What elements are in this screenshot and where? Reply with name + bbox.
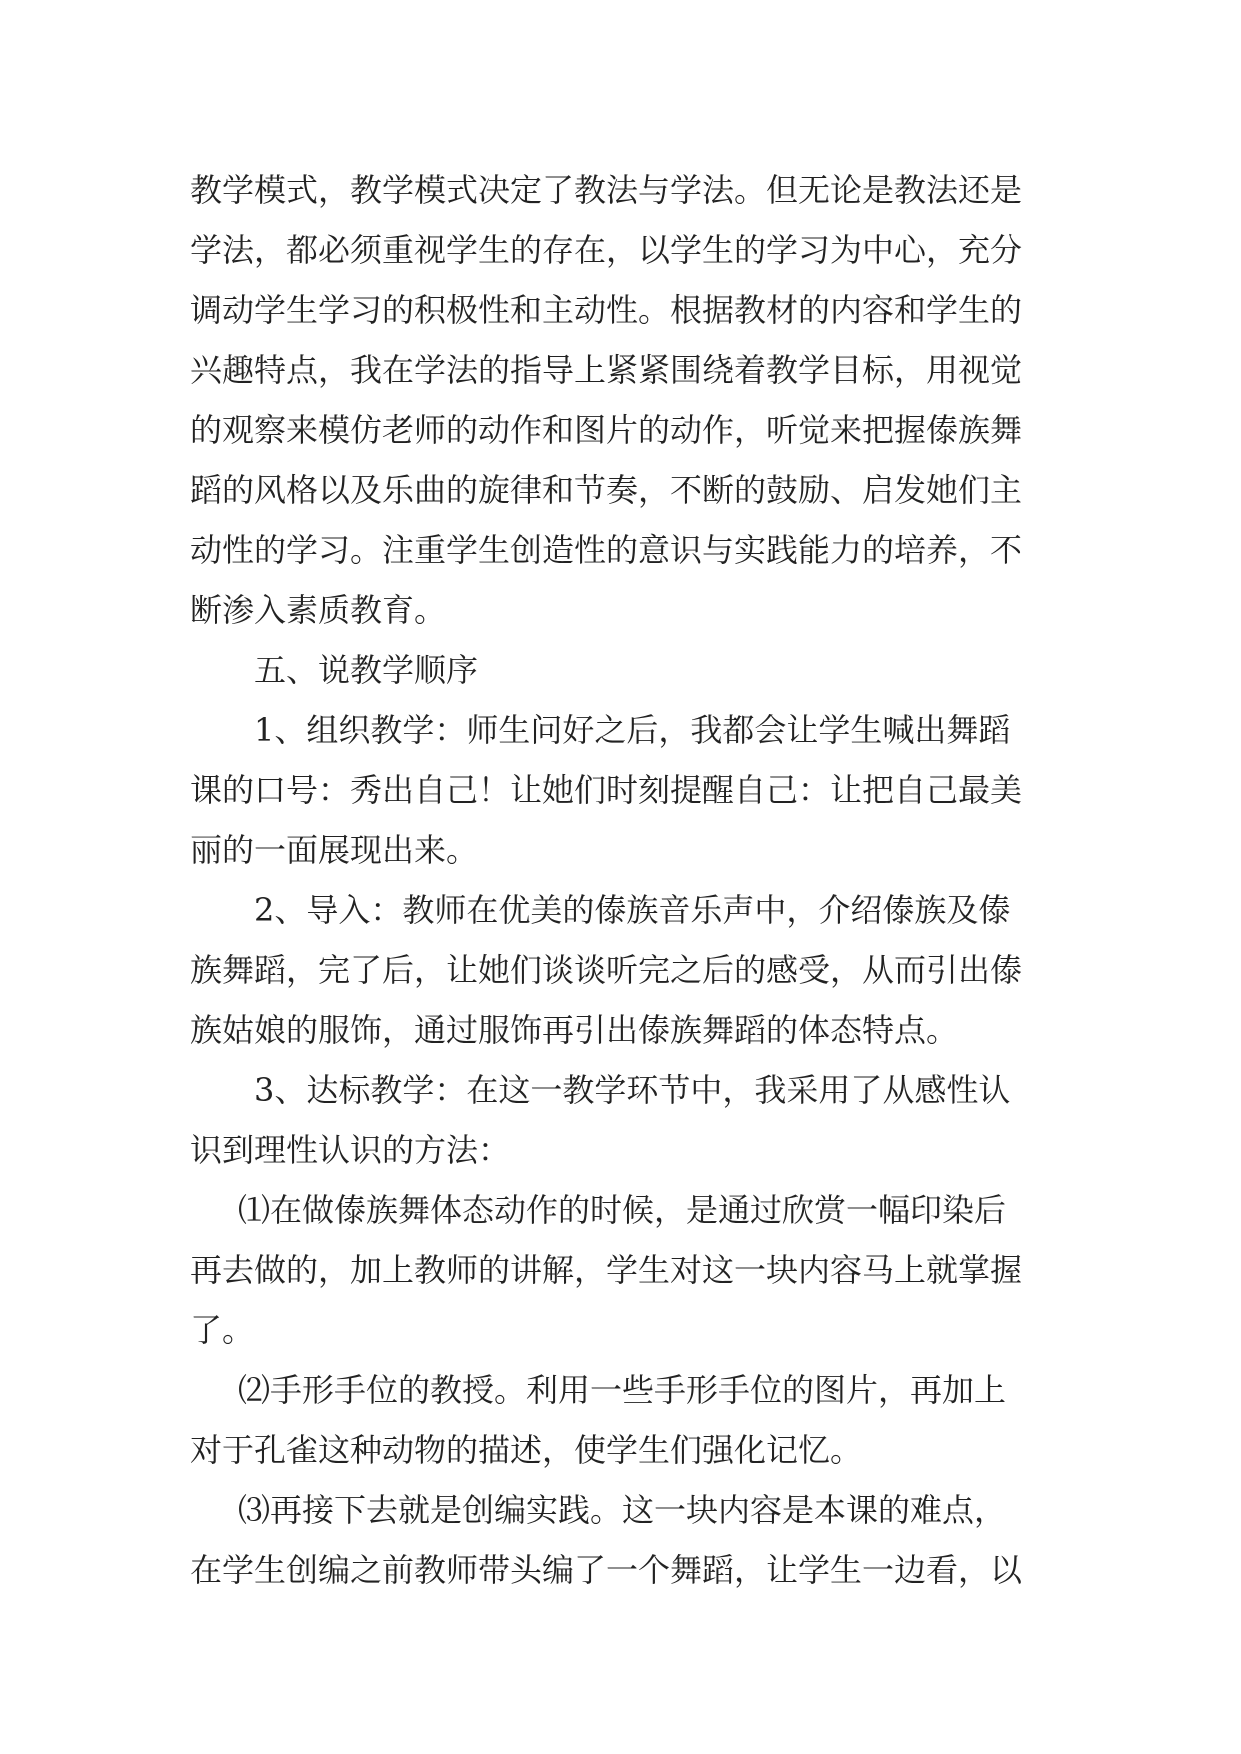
section-heading: 五、说教学顺序 — [254, 651, 479, 689]
paragraph-line: 族舞蹈，完了后，让她们谈谈听完之后的感受，从而引出傣 — [190, 951, 1023, 989]
paragraph-line: 再去做的，加上教师的讲解，学生对这一块内容马上就掌握 — [190, 1251, 1023, 1289]
paragraph-line: 学法，都必须重视学生的存在，以学生的学习为中心，充分 — [190, 231, 1023, 269]
paragraph-line: 识到理性认识的方法： — [190, 1131, 511, 1169]
list-item-line: ⑵手形手位的教授。利用一些手形手位的图片，再加上 — [238, 1371, 1007, 1409]
list-item-line: ⑴在做傣族舞体态动作的时候，是通过欣赏一幅印染后 — [238, 1191, 1007, 1229]
paragraph-line: 2、导入：教师在优美的傣族音乐声中，介绍傣族及傣 — [254, 891, 1011, 929]
paragraph-line: 丽的一面展现出来。 — [190, 831, 479, 869]
paragraph-line: 对于孔雀这种动物的描述，使学生们强化记忆。 — [190, 1431, 863, 1469]
paragraph-line: 1、组织教学：师生问好之后，我都会让学生喊出舞蹈 — [254, 711, 1011, 749]
paragraph-line: 在学生创编之前教师带头编了一个舞蹈，让学生一边看，以 — [190, 1551, 1023, 1589]
paragraph-line: 蹈的风格以及乐曲的旋律和节奏，不断的鼓励、启发她们主 — [190, 471, 1023, 509]
paragraph-line: 教学模式，教学模式决定了教法与学法。但无论是教法还是 — [190, 171, 1023, 209]
paragraph-line: 族姑娘的服饰，通过服饰再引出傣族舞蹈的体态特点。 — [190, 1011, 959, 1049]
paragraph-line: 调动学生学习的积极性和主动性。根据教材的内容和学生的 — [190, 291, 1023, 329]
paragraph-line: 兴趣特点，我在学法的指导上紧紧围绕着教学目标，用视觉 — [190, 351, 1023, 389]
paragraph-line: 课的口号：秀出自己！让她们时刻提醒自己：让把自己最美 — [190, 771, 1023, 809]
paragraph-line: 断渗入素质教育。 — [190, 591, 447, 629]
list-item-line: ⑶再接下去就是创编实践。这一块内容是本课的难点， — [238, 1491, 1007, 1529]
body-text — [190, 160, 1060, 1600]
paragraph-line: 3、达标教学：在这一教学环节中，我采用了从感性认 — [254, 1071, 1011, 1109]
paragraph-line: 动性的学习。注重学生创造性的意识与实践能力的培养，不 — [190, 531, 1023, 569]
paragraph-line: 了。 — [190, 1311, 255, 1349]
paragraph-line: 的观察来模仿老师的动作和图片的动作，听觉来把握傣族舞 — [190, 411, 1023, 449]
